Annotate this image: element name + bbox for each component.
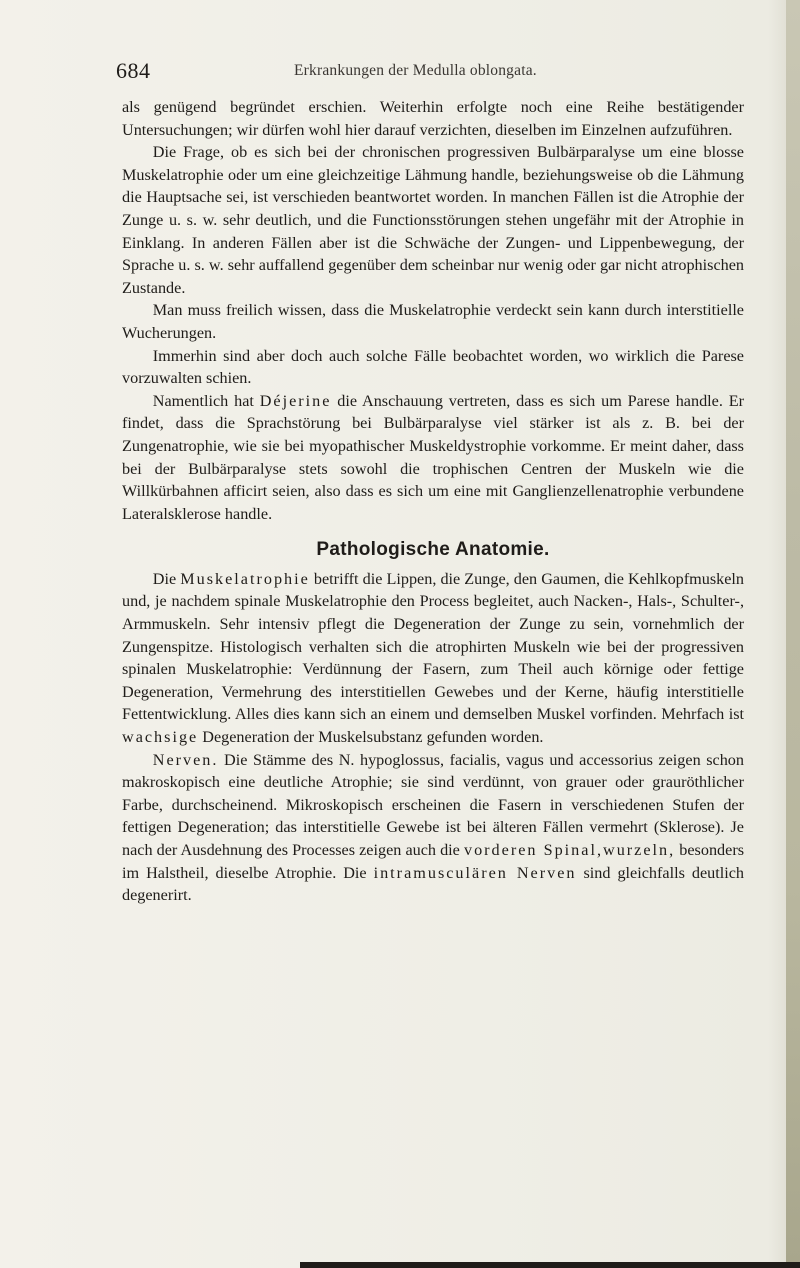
emphasized-term: Nerven. [152, 750, 219, 769]
text-run: die Anschauung vertreten, dass es sich um Parese handle. Er findet, dass die Sprachstörung bei Bulbärparalyse viel stärker ist als z. B. bei der Zungenatrophie, wie sie bei myopathischer Muskeldystrophie vorkomme. Er meint daher, dass bei der Bulbärparalyse stets sowohl die trophischen Centren der Muskeln wie die Willkürbahnen afficirt seien, also dass es sich um eine mit Ganglienzellenatrophie verbundene Lateralsklerose handle. [122, 391, 745, 523]
paragraph [122, 749, 744, 907]
text-run: Namentlich hat [152, 391, 260, 410]
text-run: Degeneration der Muskelsubstanz gefunden worden. [198, 728, 544, 747]
paragraph: als genügend begründet erschien. Weiterhin erfolgte noch eine Reihe bestätigender Untersuchungen; wir dürfen wohl hier darauf verzichten, dieselben im Einzelnen aufzuführen. [122, 98, 744, 139]
text-run: Die [152, 569, 181, 588]
emphasized-term: Muskelatrophie [180, 569, 310, 588]
text-run: sind gleichfalls deutlich degenerirt. [122, 863, 744, 905]
body-text [122, 96, 744, 907]
paragraph [122, 390, 744, 526]
page-header [116, 54, 756, 82]
bottom-rule [300, 1262, 800, 1268]
paragraph: Immerhin sind aber doch auch solche Fälle beobachtet worden, wo wirklich die Parese vorzuwalten schien. [122, 346, 744, 388]
running-head: Erkrankungen der Medulla oblongata. [294, 62, 537, 79]
paragraph: Man muss freilich wissen, dass die Muskelatrophie verdeckt sein kann durch interstitielle Wucherungen. [122, 301, 744, 342]
page-number: 684 [116, 58, 151, 83]
section-heading: Pathologische Anatomie. [316, 539, 550, 561]
author-name: Déjerine [259, 391, 332, 410]
page-edge-shadow [786, 0, 800, 1268]
emphasized-term: vorderen Spinal,wurzeln, [463, 841, 676, 859]
paragraph: Die Frage, ob es sich bei der chronischen progressiven Bulbärparalyse um eine blosse Muskelatrophie oder um eine gleichzeitige Lähmung handle, beziehungsweise ob die Lähmung die Hauptsache sei, ist verschieden beantwortet worden. In manchen Fällen ist die Atrophie der Zunge u. s. w. sehr deutlich, und die Functionsstörungen stehen ungefähr mit der Atrophie in Einklang. In anderen Fällen aber ist die Schwäche der Zungen- und Lippenbewegung, der Sprache u. s. w. sehr auffallend gegenüber dem scheinbar nur wenig oder gar nicht atrophischen Zustande. [122, 143, 744, 297]
emphasized-term: intramusculären Nerven [373, 863, 577, 882]
text-run: betrifft die Lippen, die Zunge, den Gaumen, die Kehlkopfmuskeln und, je nachdem spinale Muskelatrophie den Process begleitet, auch Nacken-, Hals-, Schulter-, Armmuskeln. Sehr intensiv pflegt die Degeneration der Zunge zu sein, vornehmlich der Zungenspitze. Histologisch verhalten sich die atrophirten Muskeln wie bei der progressiven spinalen Muskelatrophie: Verdünnung der Fasern, zum Theil auch körnige oder fettige Degeneration, Vermehrung des interstitiellen Gewebes und der Kerne, häufig interstitielle Fettentwicklung. Alles dies kann sich an einem und demselben Muskel vorfinden. Mehrfach ist [122, 569, 745, 724]
text-run: Die Stämme des N. hypoglossus, facialis, vagus und accessorius zeigen schon makroskopisch eine deutliche Atrophie; sie sind verdünnt, von grauer oder grauröthlicher Farbe, durchscheinend. Mikroskopisch erscheinen die Fasern in verschiedenen Stufen der fettigen Degeneration; das interstitielle Gewebe ist bei älteren Fällen vermehrt (Sklerose). Je nach der Ausdehnung des Processes zeigen auch die [122, 750, 744, 859]
paragraph [122, 568, 744, 749]
text-run: besonders im Halstheil, dieselbe Atrophie. Die [122, 841, 745, 882]
emphasized-term: wachsige [122, 728, 199, 747]
